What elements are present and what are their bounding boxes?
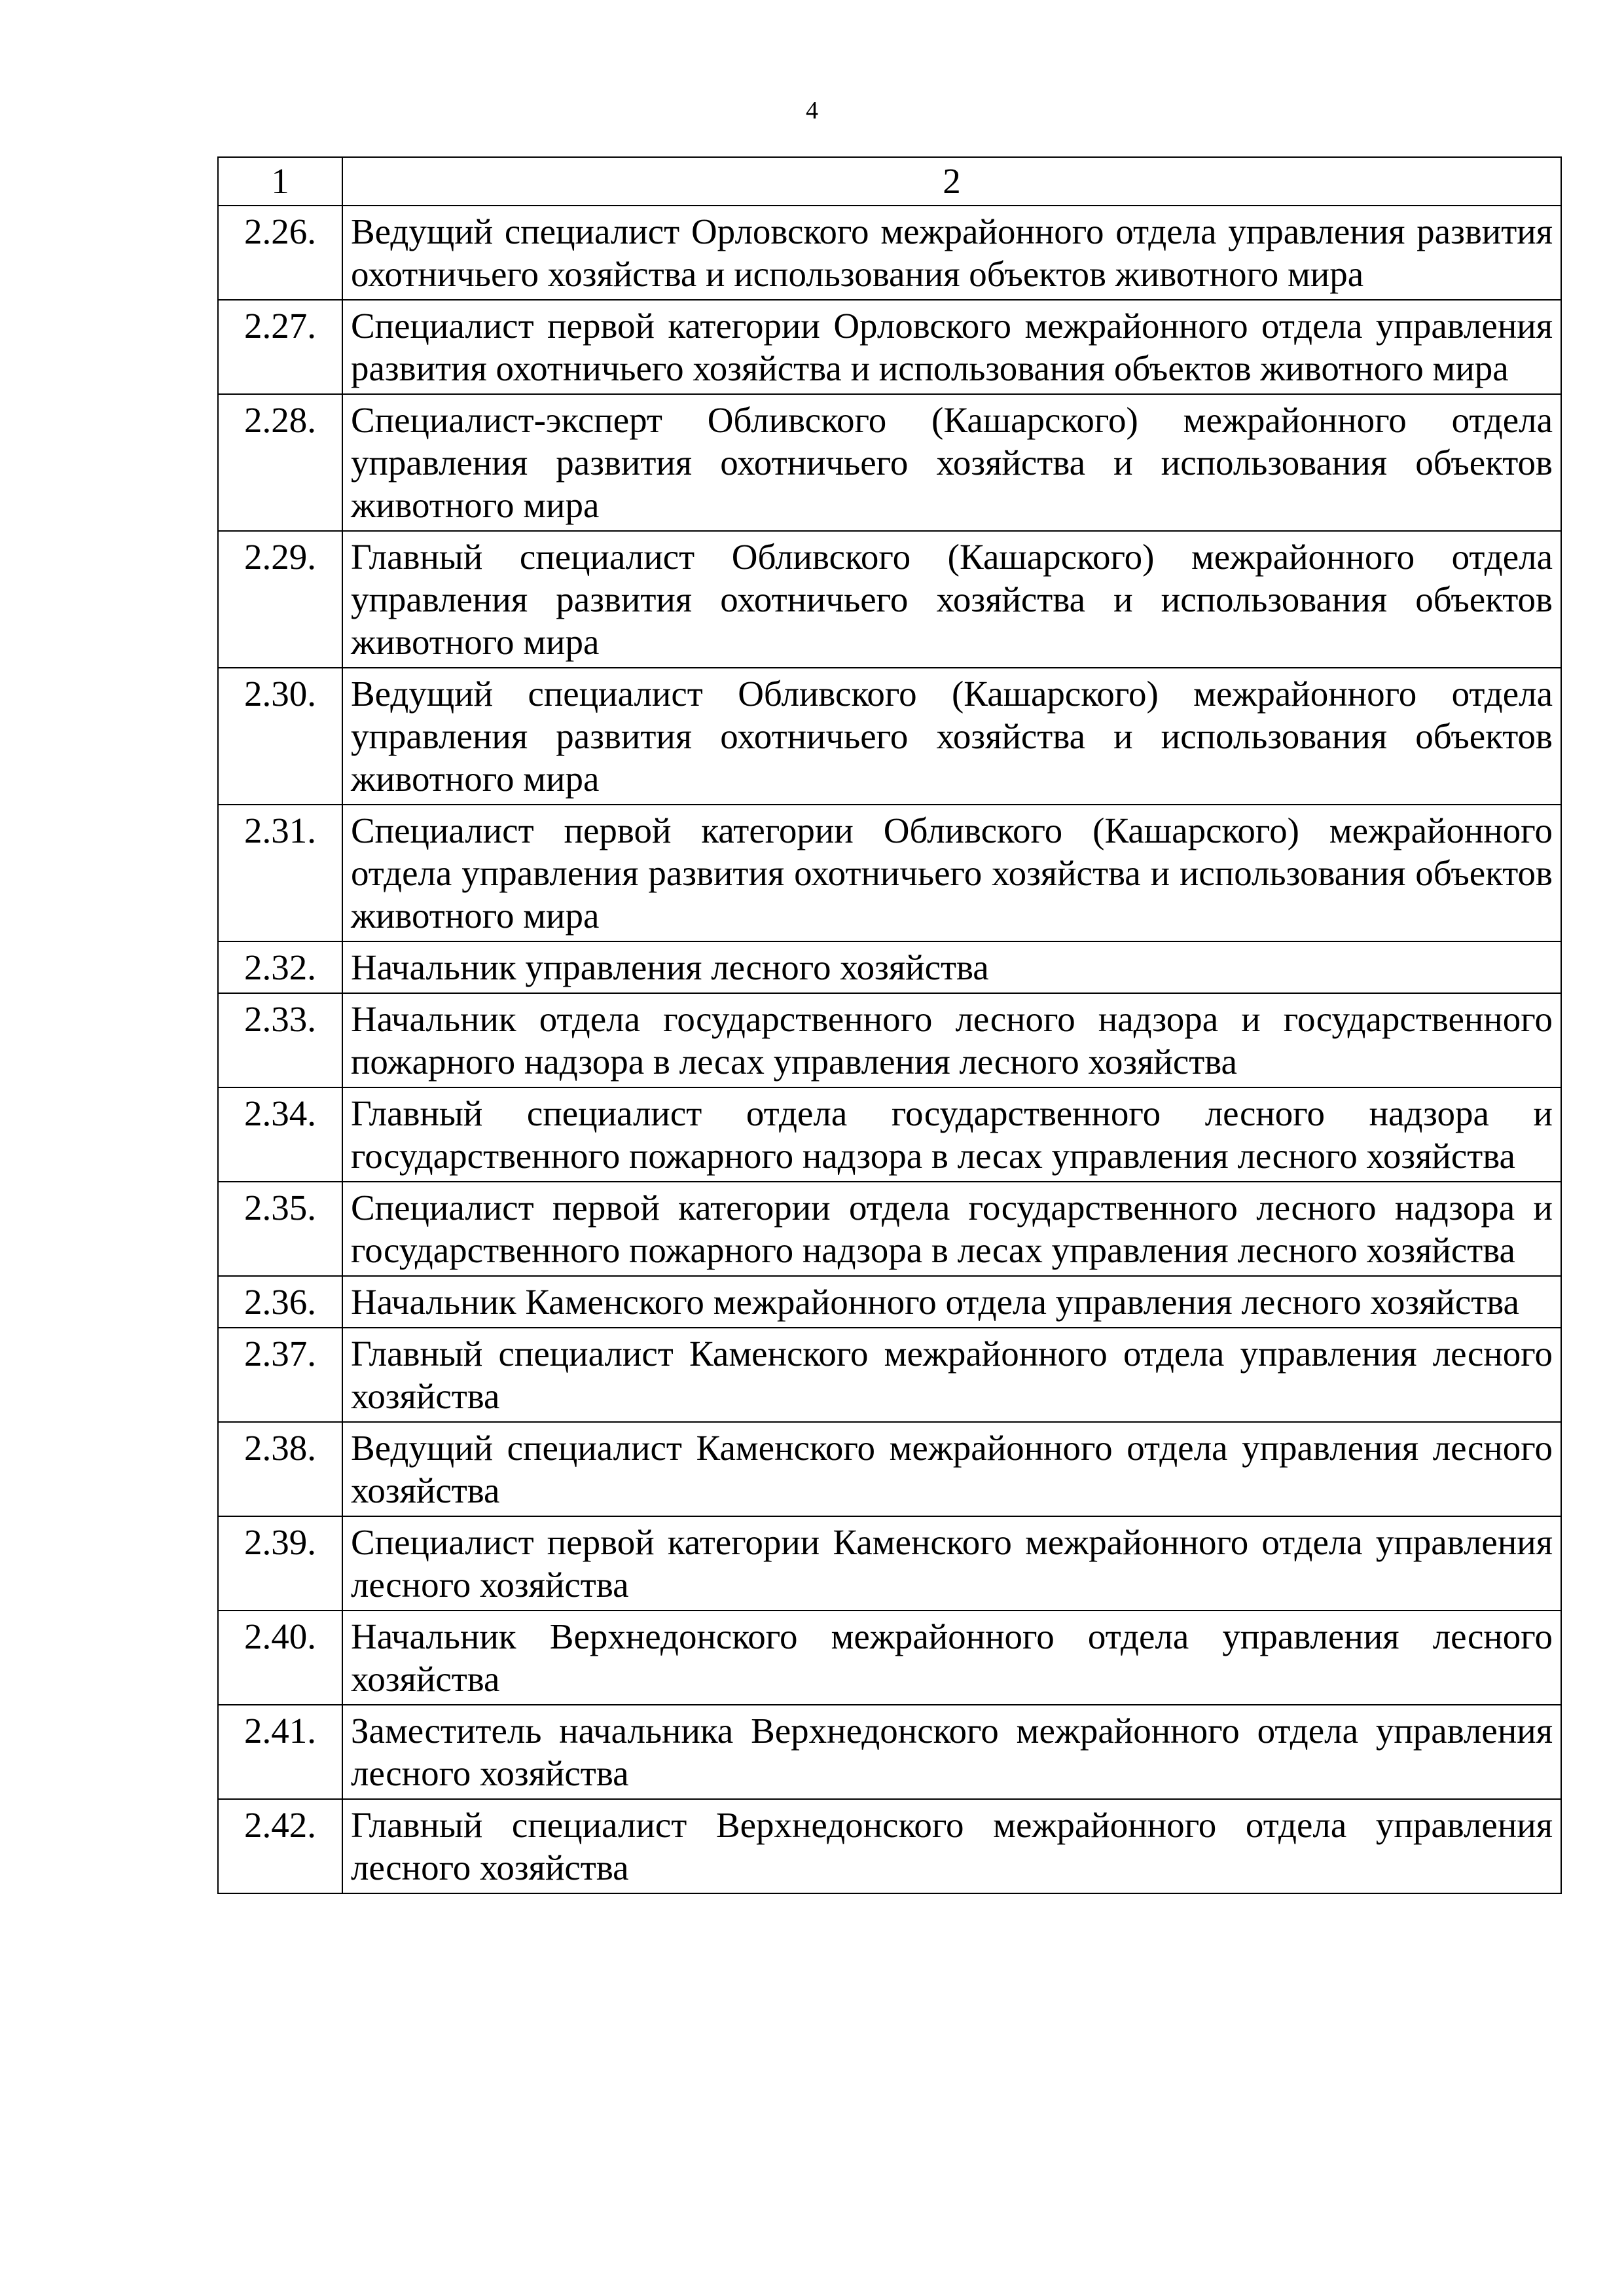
row-position-title: Главный специалист отдела государственного лесного надзора и государственного пожарного надзора в лесах управления лесного хозяйства — [342, 1087, 1561, 1182]
row-position-title: Специалист первой категории Орловского межрайонного отдела управления развития охотничьего хозяйства и использования объектов животного мира — [342, 300, 1561, 394]
row-number: 2.30. — [218, 668, 342, 805]
row-number: 2.28. — [218, 394, 342, 531]
table-row — [218, 1422, 1561, 1516]
row-number: 2.40. — [218, 1611, 342, 1705]
table-row — [218, 394, 1561, 531]
header-cell-title: 2 — [342, 157, 1561, 206]
row-position-title: Заместитель начальника Верхнедонского межрайонного отдела управления лесного хозяйства — [342, 1705, 1561, 1799]
row-number: 2.27. — [218, 300, 342, 394]
table-row — [218, 993, 1561, 1087]
table-row — [218, 1328, 1561, 1422]
table-row — [218, 1276, 1561, 1328]
row-number: 2.38. — [218, 1422, 342, 1516]
table-header-row — [218, 157, 1561, 206]
table-row — [218, 805, 1561, 941]
table-row — [218, 1611, 1561, 1705]
row-number: 2.42. — [218, 1799, 342, 1893]
row-number: 2.32. — [218, 941, 342, 993]
table-row — [218, 300, 1561, 394]
row-position-title: Главный специалист Обливского (Кашарского) межрайонного отдела управления развития охотничьего хозяйства и использования объектов животного мира — [342, 531, 1561, 668]
row-position-title: Специалист первой категории отдела государственного лесного надзора и государственного пожарного надзора в лесах управления лесного хозяйства — [342, 1182, 1561, 1276]
row-number: 2.36. — [218, 1276, 342, 1328]
table-row — [218, 668, 1561, 805]
row-position-title: Ведущий специалист Обливского (Кашарского) межрайонного отдела управления развития охотничьего хозяйства и использования объектов животного мира — [342, 668, 1561, 805]
row-number: 2.35. — [218, 1182, 342, 1276]
page-number: 4 — [806, 97, 818, 124]
row-number: 2.26. — [218, 206, 342, 300]
row-position-title: Начальник управления лесного хозяйства — [342, 941, 1561, 993]
header-cell-number: 1 — [218, 157, 342, 206]
row-number: 2.37. — [218, 1328, 342, 1422]
table-row — [218, 531, 1561, 668]
row-position-title: Главный специалист Верхнедонского межрайонного отдела управления лесного хозяйства — [342, 1799, 1561, 1893]
table-row — [218, 941, 1561, 993]
table-row — [218, 1799, 1561, 1893]
row-position-title: Ведущий специалист Орловского межрайонного отдела управления развития охотничьего хозяйства и использования объектов животного мира — [342, 206, 1561, 300]
row-position-title: Главный специалист Каменского межрайонного отдела управления лесного хозяйства — [342, 1328, 1561, 1422]
row-number: 2.34. — [218, 1087, 342, 1182]
row-number: 2.41. — [218, 1705, 342, 1799]
row-number: 2.31. — [218, 805, 342, 941]
table-row — [218, 1182, 1561, 1276]
table-row — [218, 206, 1561, 300]
table-row — [218, 1087, 1561, 1182]
row-position-title: Специалист первой категории Каменского межрайонного отдела управления лесного хозяйства — [342, 1516, 1561, 1611]
row-position-title: Начальник отдела государственного лесного надзора и государственного пожарного надзора в лесах управления лесного хозяйства — [342, 993, 1561, 1087]
row-position-title: Специалист-эксперт Обливского (Кашарского) межрайонного отдела управления развития охотничьего хозяйства и использования объектов животного мира — [342, 394, 1561, 531]
table-row — [218, 1516, 1561, 1611]
row-number: 2.33. — [218, 993, 342, 1087]
row-position-title: Ведущий специалист Каменского межрайонного отдела управления лесного хозяйства — [342, 1422, 1561, 1516]
row-position-title: Начальник Каменского межрайонного отдела управления лесного хозяйства — [342, 1276, 1561, 1328]
table-row — [218, 1705, 1561, 1799]
row-position-title: Специалист первой категории Обливского (Кашарского) межрайонного отдела управления развития охотничьего хозяйства и использования объектов животного мира — [342, 805, 1561, 941]
row-number: 2.29. — [218, 531, 342, 668]
row-number: 2.39. — [218, 1516, 342, 1611]
row-position-title: Начальник Верхнедонского межрайонного отдела управления лесного хозяйства — [342, 1611, 1561, 1705]
positions-table — [217, 156, 1562, 1894]
